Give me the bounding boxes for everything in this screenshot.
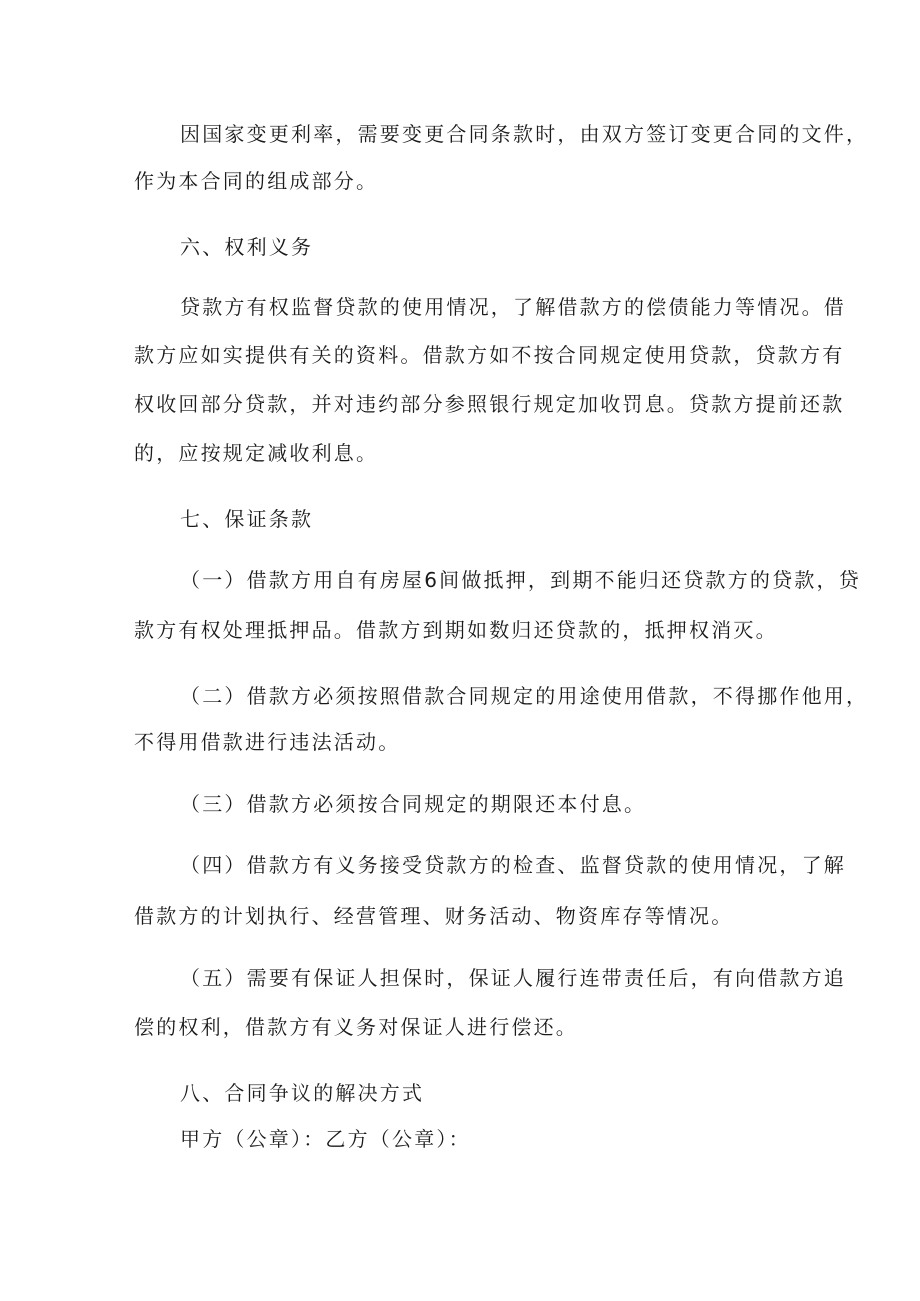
paragraph-line: 权收回部分贷款，并对违约部分参照银行规定加收罚息。贷款方提前还款 [134, 392, 845, 416]
paragraph-line: 的，应按规定减收利息。 [134, 441, 379, 465]
section-heading-rights-obligations: 六、权利义务 [180, 235, 314, 259]
paragraph-line: （四）借款方有义务接受贷款方的检查、监督贷款的使用情况，了解 [180, 853, 846, 877]
section-heading-dispute-resolution: 八、合同争议的解决方式 [180, 1081, 425, 1105]
section-heading-guarantee-clauses: 七、保证条款 [180, 507, 314, 531]
paragraph-line: （二）借款方必须按照借款合同规定的用途使用借款，不得挪作他用， [180, 684, 869, 708]
paragraph-line: 因国家变更利率，需要变更合同条款时，由双方签订变更合同的文件， [180, 122, 869, 146]
paragraph-line: （一）借款方用自有房屋6间做抵押，到期不能归还贷款方的贷款，贷 [180, 568, 861, 592]
paragraph-line: （五）需要有保证人担保时，保证人履行连带责任后，有向借款方追 [180, 966, 846, 990]
paragraph-line: 借款方的计划执行、经营管理、财务活动、物资库存等情况。 [134, 904, 734, 928]
signature-line: 甲方（公章）：乙方（公章）： [180, 1127, 471, 1151]
paragraph-line: （三）借款方必须按合同规定的期限还本付息。 [180, 792, 647, 816]
paragraph-line: 款方应如实提供有关的资料。借款方如不按合同规定使用贷款，贷款方有 [134, 343, 845, 367]
paragraph-line: 款方有权处理抵押品。借款方到期如数归还贷款的，抵押权消灭。 [134, 618, 778, 642]
paragraph-line: 偿的权利，借款方有义务对保证人进行偿还。 [134, 1015, 578, 1039]
paragraph-line: 贷款方有权监督贷款的使用情况，了解借款方的偿债能力等情况。借 [180, 295, 846, 319]
paragraph-line: 作为本合同的组成部分。 [134, 169, 379, 193]
paragraph-line: 不得用借款进行违法活动。 [134, 730, 401, 754]
